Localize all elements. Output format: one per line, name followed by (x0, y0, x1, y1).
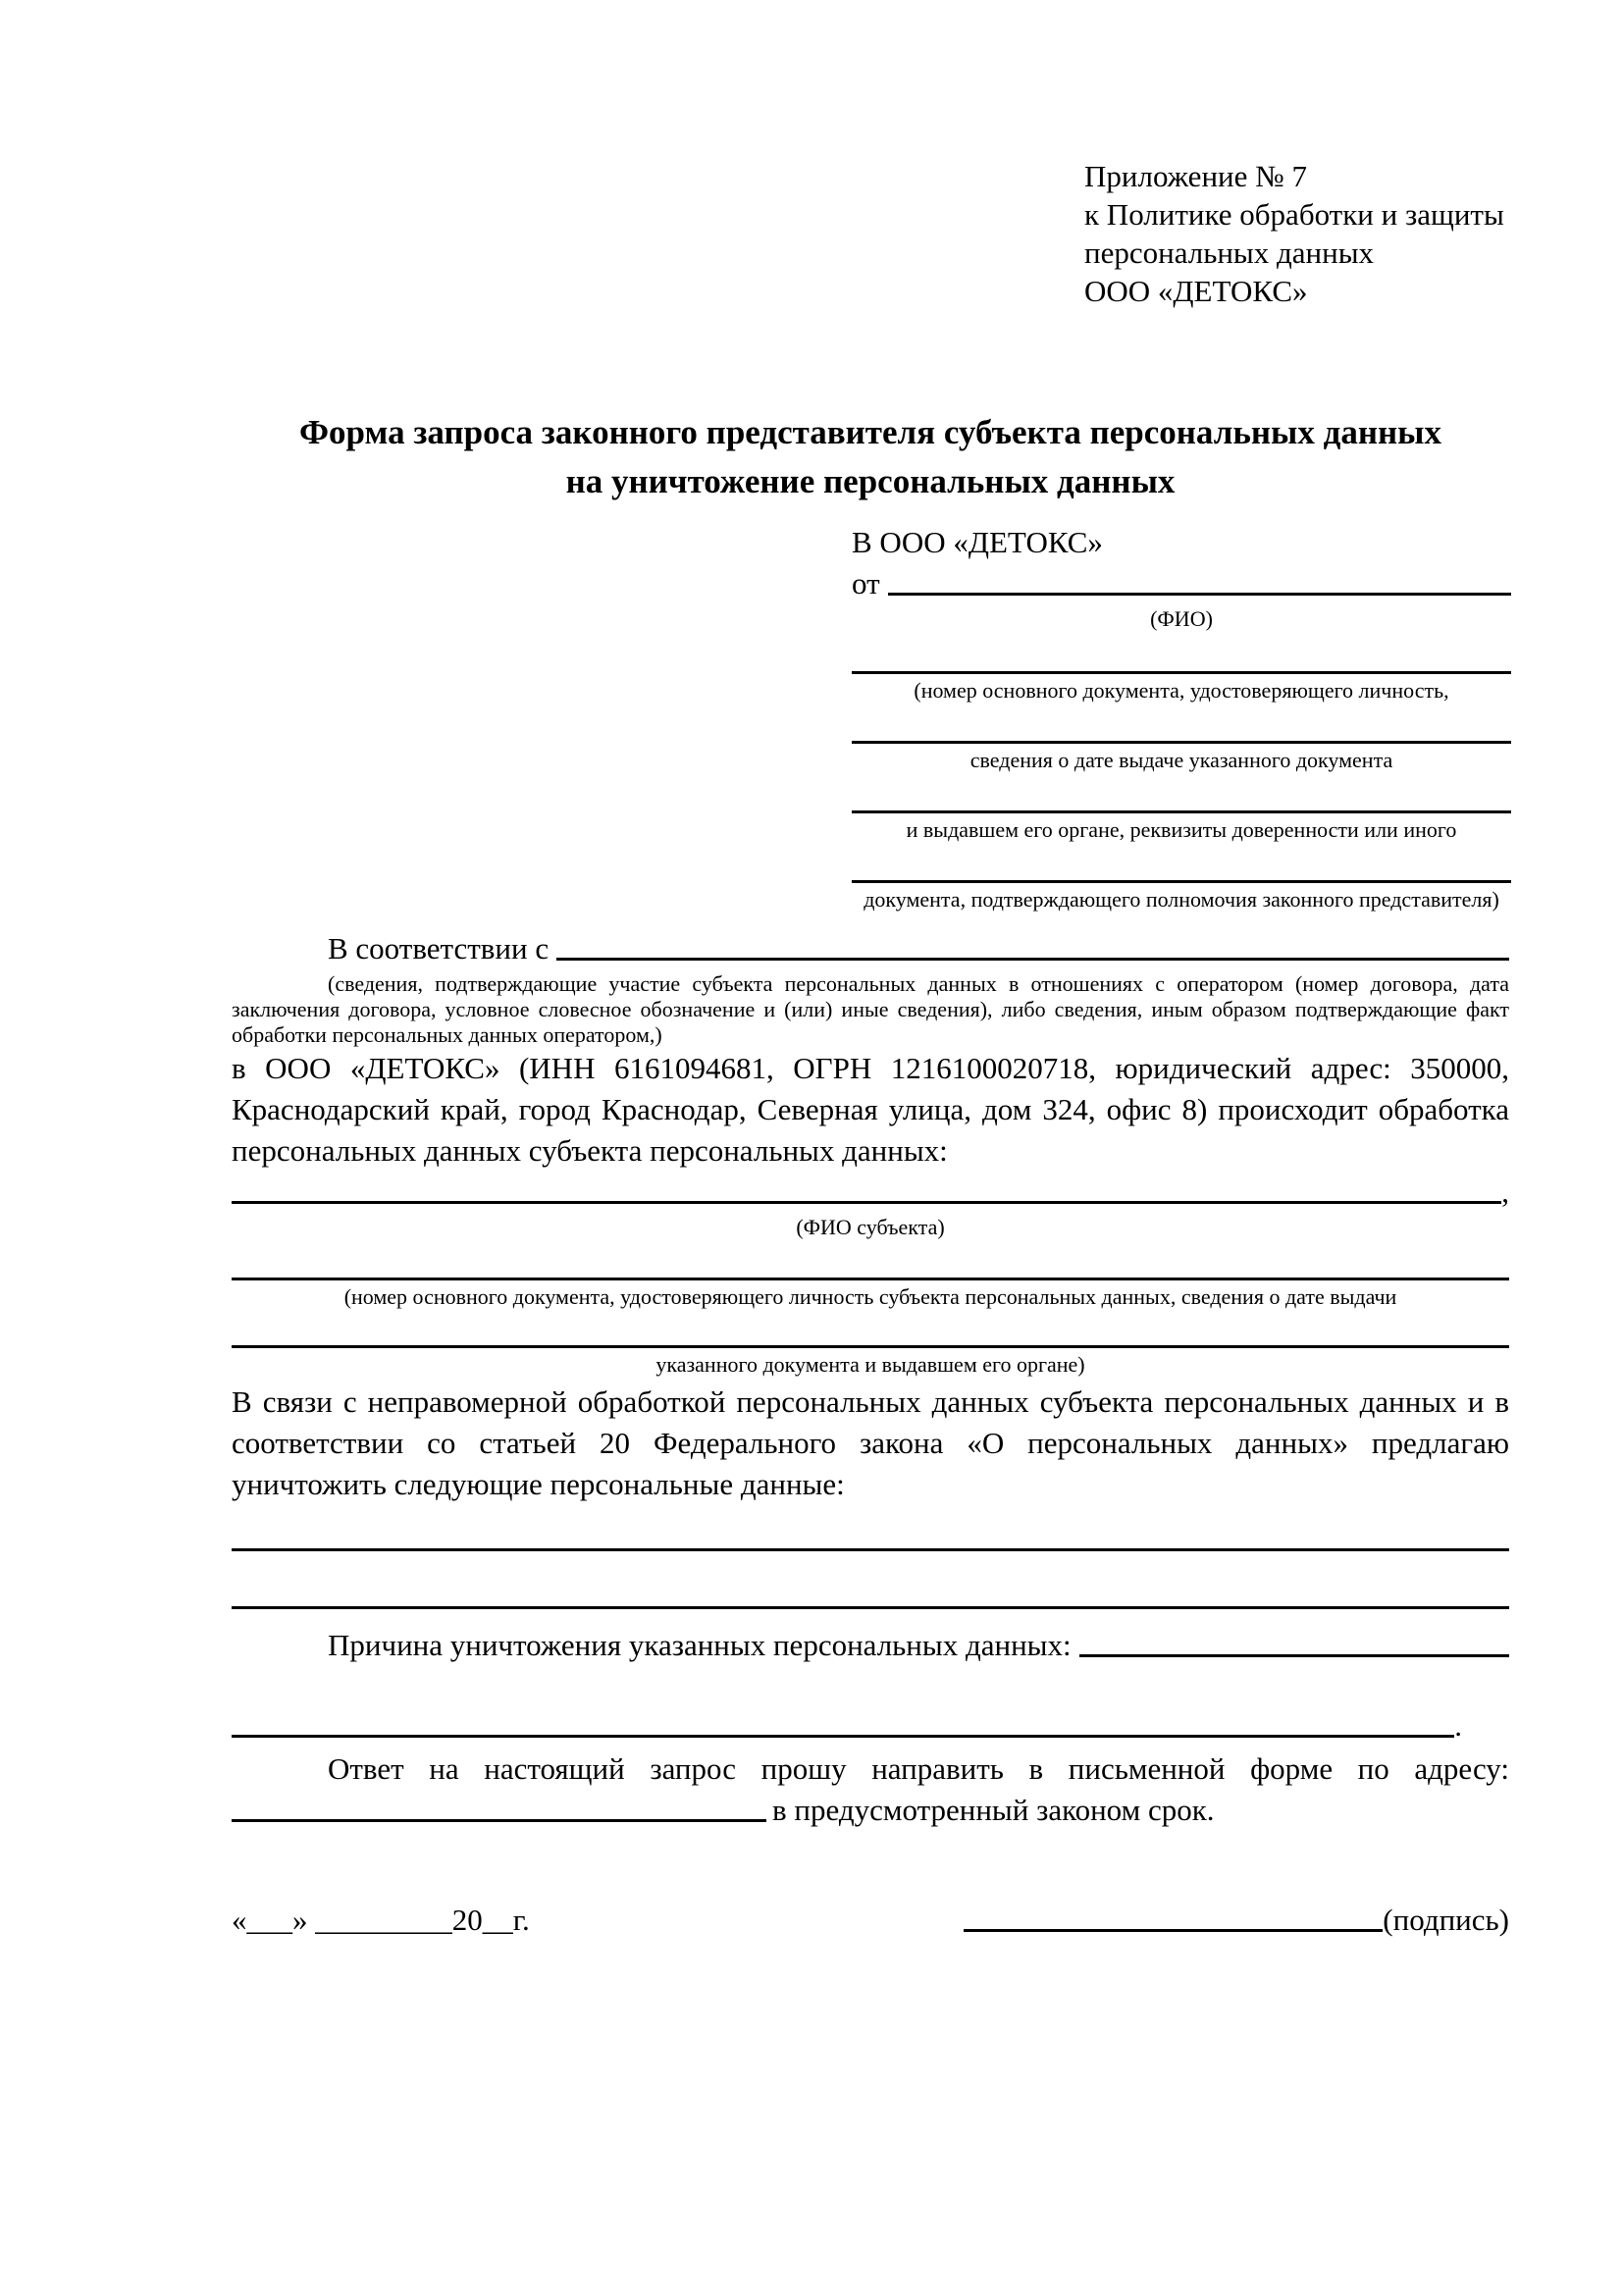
operator-paragraph: в ООО «ДЕТОКС» (ИНН 6161094681, ОГРН 1216100020718, юридический адрес: 350000, Краснодарский край, город Краснодар, Северная улица, дом 324, офис 8) происходит обработка персональных данных субъекта персональных данных: (232, 1051, 1509, 1168)
signature-area (964, 1900, 1509, 1941)
doc-blank-line (852, 880, 1511, 883)
reply-address-row (232, 1790, 1509, 1831)
reply-sentence: Ответ на настоящий запрос прошу направить в письменной форме по адресу: (328, 1751, 1509, 1786)
data-blank-line-1 (232, 1548, 1509, 1551)
signature-blank (964, 1929, 1383, 1932)
doc-blank-caption: сведения о дате выдаче указанного документа (969, 748, 1393, 772)
subject-doc-line-2 (232, 1345, 1509, 1348)
annex-line: персональных данных (1084, 235, 1375, 270)
reply-tail: в предусмотренный законом срок. (772, 1793, 1215, 1827)
form-title-line-2: на уничтожение персональных данных (565, 462, 1176, 500)
form-body (232, 928, 1509, 1941)
subject-doc-line-1 (232, 1278, 1509, 1280)
from-row (852, 563, 1511, 604)
doc-blank-line (852, 810, 1511, 813)
annex-reference (1084, 157, 1623, 310)
subject-fio-line (232, 1201, 1501, 1204)
form-title (232, 408, 1509, 506)
form-title-line-1: Форма запроса законного представителя субъекта персональных данных (299, 413, 1441, 451)
doc-blank-caption: (номер основного документа, удостоверяющего личность, (914, 678, 1449, 703)
doc-blank-caption: и выдавшем его органе, реквизиты доверенности или иного (906, 817, 1457, 842)
subject-doc-caption-2: указанного документа и выдавшем его органе) (655, 1352, 1085, 1377)
annex-line: ООО «ДЕТОКС» (1084, 274, 1308, 308)
subject-fio-caption: (ФИО субъекта) (796, 1215, 945, 1239)
reason-continuation-row (232, 1705, 1509, 1747)
request-paragraph: В связи с неправомерной обработкой персональных данных субъекта персональных данных и в соответствии со статьей 20 Федерального закона «О персональных данных» предлагаю уничтожить следующие персональные данные: (232, 1384, 1509, 1501)
accordance-row (232, 928, 1509, 969)
addressee-org: В ООО «ДЕТОКС» (852, 525, 1103, 559)
reply-address-blank (232, 1819, 766, 1822)
addressee-block (852, 522, 1511, 913)
annex-line: Приложение № 7 (1084, 159, 1307, 193)
reason-label: Причина уничтожения указанных персональных данных: (328, 1628, 1072, 1662)
reason-row (232, 1625, 1509, 1666)
subject-fio-row (232, 1172, 1509, 1213)
from-label: от (852, 566, 880, 600)
subject-comma: , (1501, 1174, 1509, 1209)
annex-line: к Политике обработки и защиты (1084, 197, 1504, 232)
period-mark: . (1454, 1708, 1462, 1743)
data-blank-line-2 (232, 1606, 1509, 1609)
reason-continuation-line (232, 1735, 1454, 1738)
reason-blank-line (1079, 1654, 1509, 1657)
fio-blank-line (888, 593, 1511, 596)
signoff-row (232, 1900, 1509, 1941)
date-line: «___» _________20__г. (232, 1903, 530, 1937)
accordance-blank-line (556, 958, 1509, 961)
accordance-label: В соответствии с (328, 931, 550, 965)
accordance-caption: (сведения, подтверждающие участие субъекта персональных данных в отношениях с оператором (номер договора, дата заключения договора, условное словесное обозначение и (или) иные сведения), либо сведения, иным образом подтверждающие факт обработки персональных данных оператором,) (232, 971, 1509, 1047)
fio-caption: (ФИО) (1150, 606, 1213, 631)
subject-doc-caption-1: (номер основного документа, удостоверяющего личность субъекта персональных данных, сведения о дате выдачи (343, 1284, 1397, 1309)
doc-blank-line (852, 741, 1511, 744)
signature-caption: (подпись) (1383, 1903, 1509, 1937)
doc-blank-caption: документа, подтверждающего полномочия законного представителя) (864, 887, 1499, 912)
doc-blank-line (852, 671, 1511, 674)
